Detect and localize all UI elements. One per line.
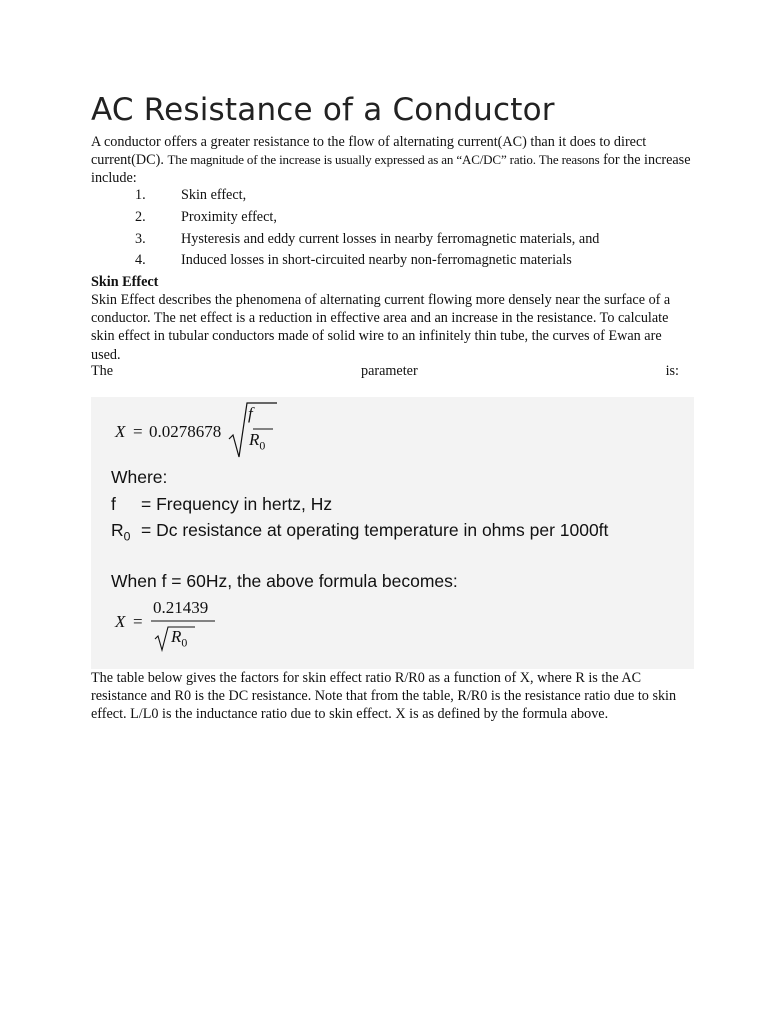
intro-text-2: The magnitude of the increase is usually expressed as an “AC/DC” ratio. The reasons	[167, 152, 600, 168]
formula-denominator: $R_0$	[249, 430, 266, 453]
list-item	[91, 207, 691, 229]
list-item	[91, 185, 691, 207]
list-item	[91, 250, 691, 272]
simplified-equals: =	[133, 612, 143, 631]
simplified-lhs: X	[115, 612, 126, 631]
formula-numerator: f	[248, 404, 253, 423]
list-item-text: Proximity effect,	[181, 208, 277, 225]
where-label: Where:	[111, 467, 168, 487]
list-item-number: 1.	[135, 187, 146, 203]
parameter-word-3: is:	[665, 363, 679, 379]
f-definition: = Frequency in hertz, Hz	[141, 494, 333, 514]
page-title: AC Resistance of a Conductor	[91, 92, 555, 128]
list-item-number: 2.	[135, 208, 146, 225]
formula-lhs: X	[115, 422, 126, 441]
r0-definition: = Dc resistance at operating temperature in ohms per 1000ft	[141, 520, 609, 540]
list-item-number: 3.	[135, 230, 146, 247]
intro-text-1: A conductor offers a greater resistance to the flow of alternating current(AC) than it does to direct current(DC).	[91, 134, 647, 169]
r0-symbol: $R_0$	[111, 520, 131, 544]
skin-effect-paragraph: Skin Effect describes the phenomena of alternating current flowing more densely near the surface of a conductor. The net effect is a reduction in effective area and an increase in the resistance. To calculate skin effect in tubular conductors made of solid wire to an infinitely thin tube, the curves of Ewan are used.	[91, 292, 671, 363]
simplified-numerator: 0.21439	[153, 598, 209, 617]
reasons-list	[91, 185, 691, 272]
formula-image	[91, 397, 694, 669]
when-line: When f = 60Hz, the above formula becomes:	[111, 571, 458, 591]
parameter-word-2: parameter	[360, 363, 418, 379]
parameter-word-1: The	[91, 363, 114, 379]
list-item-number: 4.	[135, 252, 146, 269]
formula-coefficient: 0.0278678	[149, 422, 222, 441]
skin-effect-heading: Skin Effect	[91, 274, 159, 290]
formula-equals: =	[133, 422, 143, 441]
simplified-denominator: $R_0$	[171, 627, 188, 650]
intro-paragraph	[91, 133, 691, 188]
list-item	[91, 229, 691, 251]
intro-text-3: for the increase include:	[91, 152, 691, 187]
list-item-text: Skin effect,	[181, 187, 247, 203]
closing-paragraph: The table below gives the factors for skin effect ratio R/R0 as a function of X, where R is the AC resistance and R0 is the DC resistance. Note that from the table, R/R0 is the resistance ratio due to skin effect. L/L0 is the inductance ratio due to skin effect. X is as defined by the formula above.	[91, 670, 677, 723]
list-item-text: Induced losses in short-circuited nearby non-ferromagnetic materials	[181, 252, 572, 269]
parameter-line	[91, 363, 679, 380]
f-symbol: f	[111, 494, 116, 514]
list-item-text: Hysteresis and eddy current losses in nearby ferromagnetic materials, and	[181, 230, 600, 247]
